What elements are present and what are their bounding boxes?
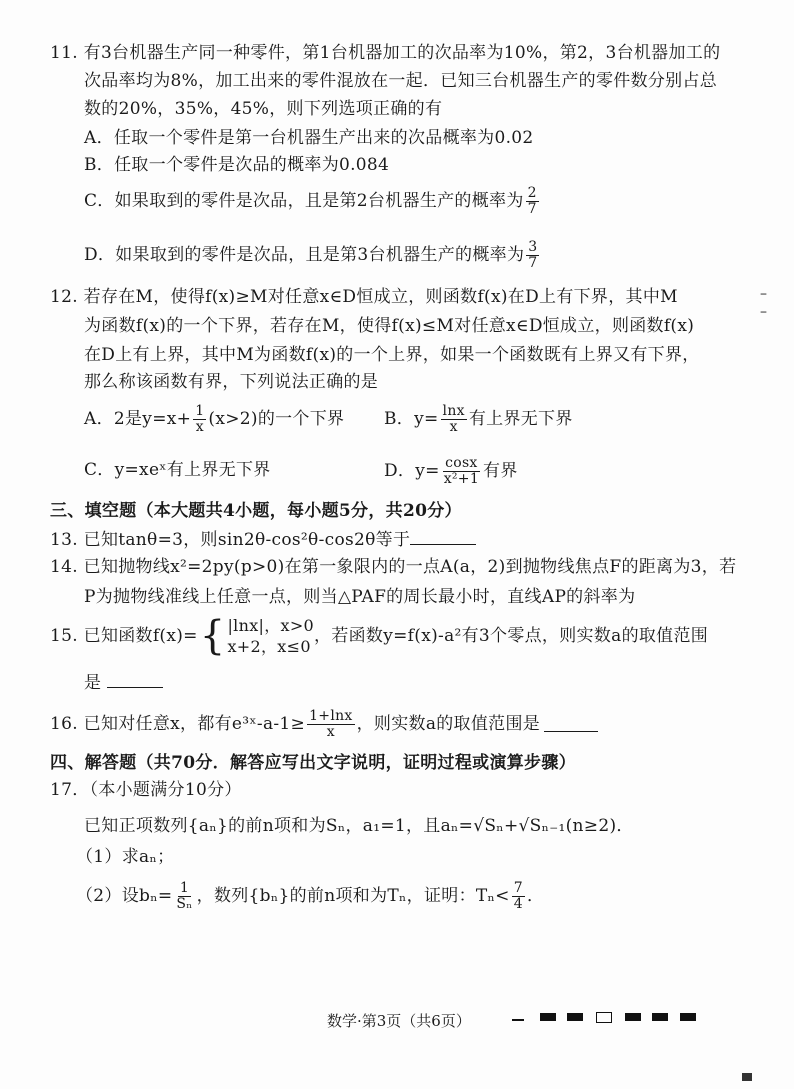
q12-option-d-pre: D．y=	[384, 461, 440, 481]
q12-option-a	[84, 404, 344, 435]
q17-line1: 已知正项数列{aₙ}的前n项和为Sₙ，a₁=1，且aₙ=√Sₙ+√Sₙ₋₁(n≥2)．	[84, 816, 634, 836]
q13	[50, 529, 476, 551]
section-fill-in-heading: 三、填空题（本大题共4小题，每小题5分，共20分）	[50, 501, 462, 521]
q12-option-a-pre: A．2是y=x+	[84, 409, 192, 429]
q11-option-c-fraction	[526, 186, 539, 217]
q17-b-fraction	[174, 881, 194, 912]
scanner-qr-icon	[742, 1073, 752, 1081]
q12-option-b-den: x	[449, 419, 458, 435]
q12-option-a-den: x	[195, 419, 204, 435]
q17-part2	[76, 876, 544, 916]
q11-line1: 11. 有3台机器生产同一种零件，第1台机器加工的次品率为10%，第2，3台机器加工的	[50, 43, 721, 63]
scan-mark-4	[596, 1012, 612, 1023]
q16-fraction	[307, 709, 355, 740]
scan-mark-6	[652, 1013, 668, 1021]
q17-part2-mid: ，数列{bₙ}的前n项和为Tₙ，证明：Tₙ<	[196, 886, 510, 906]
q12-option-a-fraction	[193, 404, 206, 435]
q12-option-b-post: 有上界无下界	[468, 409, 573, 429]
q17-b-den: Sₙ	[176, 895, 193, 912]
scan-mark-5	[625, 1013, 641, 1021]
q14-line1: 14. 已知抛物线x²=2py(p>0)在第一象限内的一点A(a，2)到抛物线焦点F的距离为3，若	[50, 557, 737, 577]
q12-line3: 在D上有上界，其中M为函数f(x)的一个上界，如果一个函数既有上界又有下界，	[84, 345, 700, 365]
q11-line2: 次品率均为8%，加工出来的零件混放在一起．已知三台机器生产的零件数分别占总	[84, 71, 718, 91]
q17-part1: （1）求aₙ；	[76, 847, 175, 867]
q16-num: 1+lnx	[309, 707, 353, 724]
q15-brace: {	[199, 613, 226, 659]
q14-line2: P为抛物线准线上任意一点，则当△PAF的周长最小时，直线AP的斜率为	[84, 587, 636, 607]
q13-text: 13. 已知tanθ=3，则sin2θ-cos²θ-cos2θ等于	[50, 530, 411, 550]
q11-option-b: B．任取一个零件是次品的概率为0.084	[84, 155, 390, 175]
q15-case1: |lnx|，x>0	[227, 616, 315, 635]
scanner-stamp	[742, 1072, 754, 1081]
q11-option-c-num: 2	[527, 185, 537, 201]
q17-b-num: 1	[179, 879, 190, 896]
scan-mark-3	[567, 1013, 583, 1021]
q15-pre: 15. 已知函数f(x)=	[50, 626, 198, 646]
scan-mark-1	[512, 1019, 524, 1021]
q11-line3: 数的20%，35%，45%，则下列选项正确的有	[84, 99, 443, 119]
q12-option-b-num: lnx	[442, 403, 465, 419]
q11-option-d-den: 7	[528, 255, 538, 271]
q16-post: ，则实数a的取值范围是	[356, 714, 541, 734]
q17-bound-fraction	[512, 881, 525, 912]
q13-answer-blank[interactable]	[410, 530, 476, 545]
q12-option-d-fraction	[442, 456, 481, 487]
q17-heading: 17．（本小题满分10分）	[50, 780, 242, 800]
q11-option-c	[84, 186, 541, 217]
q12-option-d-num: cosx	[445, 455, 478, 471]
q12-option-a-post: (x>2)的一个下界	[208, 409, 345, 429]
q15-answer-blank[interactable]	[107, 673, 163, 688]
q12-option-d	[384, 456, 518, 487]
q12-option-b-pre: B．y=	[384, 409, 439, 429]
q11-option-d-fraction	[526, 240, 539, 271]
q12-option-b	[384, 404, 573, 435]
q12-line4: 那么称该函数有界，下列说法正确的是	[84, 372, 379, 392]
q15-line2-text: 是	[84, 673, 102, 693]
q11-option-d-text: D．如果取到的零件是次品，且是第3台机器生产的概率为	[84, 245, 525, 265]
q15-case2: x+2，x≤0	[227, 637, 311, 656]
q12-option-c: C．y=xeˣ有上界无下界	[84, 460, 271, 480]
q17-part2-post: ．	[526, 886, 545, 906]
q15-post: ，若函数y=f(x)-a²有3个零点，则实数a的取值范围	[314, 626, 709, 646]
q17-bound-num: 7	[513, 879, 523, 896]
q15-cases	[227, 615, 314, 657]
q15-line2	[84, 672, 163, 694]
scan-mark-7	[680, 1013, 696, 1021]
q15-line1	[50, 612, 708, 660]
q12-option-d-den: x²+1	[443, 471, 480, 487]
margin-mark-bottom: –	[760, 304, 767, 320]
q17-part2-pre: （2）设bₙ=	[76, 886, 173, 906]
q12-option-d-post: 有界	[483, 461, 518, 481]
q16-answer-blank[interactable]	[544, 717, 598, 732]
q11-option-c-den: 7	[527, 201, 537, 217]
q12-line2: 为函数f(x)的一个下界，若存在M，使得f(x)≤M对任意x∈D恒成立，则函数f(x)	[84, 316, 695, 336]
q11-option-a: A．任取一个零件是第一台机器生产出来的次品概率为0.02	[84, 128, 534, 148]
q16-den: x	[326, 723, 335, 740]
q11-option-d	[84, 240, 541, 271]
q12-option-b-fraction	[441, 404, 467, 435]
margin-mark-top: –	[760, 286, 767, 302]
q12-option-a-num: 1	[195, 403, 205, 419]
section-answer-heading: 四、解答题（共70分．解答应写出文字说明，证明过程或演算步骤）	[50, 753, 576, 773]
q16	[50, 702, 598, 746]
q11-option-c-text: C．如果取到的零件是次品，且是第2台机器生产的概率为	[84, 191, 524, 211]
q11-option-d-num: 3	[528, 239, 538, 255]
page-footer: 数学·第3页（共6页）	[327, 1012, 471, 1030]
q17-bound-den: 4	[513, 895, 523, 912]
q12-line1: 12. 若存在M，使得f(x)≥M对任意x∈D恒成立，则函数f(x)在D上有下界，其中M	[50, 287, 678, 307]
q16-pre: 16. 已知对任意x，都有e³ˣ-a-1≥	[50, 714, 306, 734]
scan-mark-2	[540, 1013, 556, 1021]
